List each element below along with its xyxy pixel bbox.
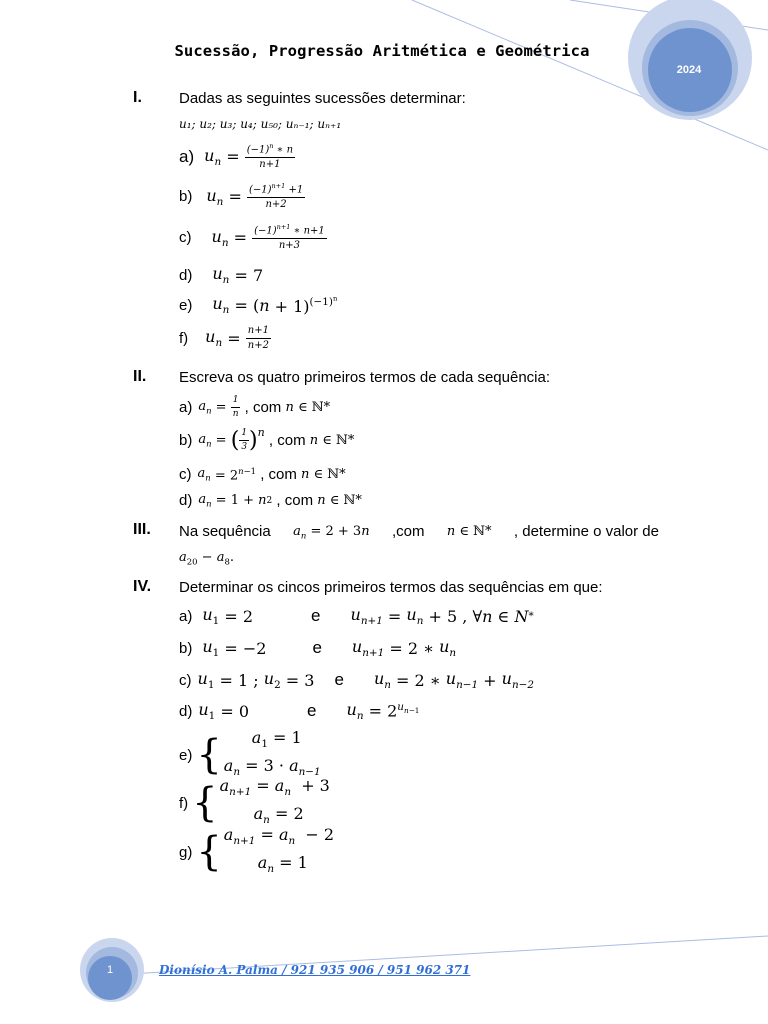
section-numeral-4: IV. [133,578,152,595]
item-label: c) [179,671,192,689]
section-2-statement: Escreva os quatro primeiros termos de cada sequência: [179,369,551,386]
item-label: g) [179,843,193,861]
item-label: a) [179,607,193,625]
section-numeral-2: II. [133,368,147,385]
item-2d: d) $a_n$ = 1 + n 2 , com n ∈ ℕ* [179,492,362,509]
section-3-statement: Na sequência $a_n = 2 + 3n$ ,com n ∈ ℕ* , determine o valor de [179,522,659,541]
year-badge: 2024 [676,64,702,76]
item-1b: b) $u_n$ = $\frac{(-1)^{n+1} +1}{n+2}$ [179,182,304,211]
item-label: b) [179,188,193,206]
item-4b: b) $u_1$ = −2 e $u_{n+1}$ = 2 ∗ $u_n$ [179,637,457,660]
item-4g: g) { $a_{n+1} = a_n - 2$ $a_n = 1$ [179,825,335,876]
item-label: d) [179,702,193,720]
item-1a: a) $u_n$ = $\frac{(-1)^n ∗ n}{n+1}$ [179,142,294,171]
section-4-statement: Determinar os cincos primeiros termos das sequências em que: [179,579,603,596]
item-label: a) [179,399,193,416]
section-3-expression: $a_{20} - a_8$. [179,550,234,567]
item-label: f) [179,794,189,812]
item-label: e) [179,746,193,764]
section-numeral-3: III. [133,521,151,538]
terms-list: u₁; u₂; u₃; u₄; u₅₀; uₙ₋₁; uₙ₊₁ [179,117,342,131]
item-label: c) [179,466,192,484]
item-1d: d) $u_n$ = 7 [179,264,264,287]
footer-author: Dionísio A. Palma / 921 935 906 / 951 962 371 [159,963,471,977]
item-label: b) [179,639,193,657]
item-label: e) [179,296,193,314]
item-label: b) [179,432,193,449]
section-1-statement: Dadas as seguintes sucessões determinar: [179,90,466,107]
item-2c: c) $a_n$ = $2^{n-1}$ , com n ∈ ℕ* [179,466,346,484]
item-label: f) [179,330,189,347]
item-label: c) [179,229,192,247]
page-number: 1 [106,964,114,976]
item-4f: f) { $a_{n+1} = a_n + 3$ $a_n = 2$ [179,776,330,827]
page-title: Sucessão, Progressão Aritmética e Geométrica [174,42,590,60]
section-numeral-1: I. [133,89,142,106]
item-4d: d) $u_1$ = 0 e $u_n$ = $2^{u_{n-1}}$ [179,700,420,723]
item-2b: b) $a_n$ = ( $\frac{1}{3}$ ) $^n$ , com n ∈ ℕ* [179,426,355,453]
item-label: a) [179,146,195,166]
item-4a: a) $u_1$ = 2 e $u_{n+1}$ = $u_n$ + 5 , ∀ n ∈ N * [179,605,534,628]
item-2a: a) $a_n$ = $\frac{1}{n}$ , com n ∈ ℕ* [179,395,331,419]
item-label: d) [179,492,193,509]
item-1f: f) $u_n$ = $\frac{n+1}{n+2}$ [179,325,269,351]
item-1c: c) $u_n$ = $\frac{(-1)^{n+1} ∗ n+1}{n+3}$ [179,223,325,252]
item-4c: c) $u_1$ = 1 ; $u_2$ = 3 e $u_n$ = 2 ∗ $u_{n-1}$ + $u_{n-2}$ [179,669,534,692]
item-4e: e) { $a_1 = 1$ $a_n = 3 \cdot a_{n-1}$ [179,728,321,779]
item-label: d) [179,266,193,284]
item-1e: e) $u_n$ = ( n + 1)$^{(-1)^n}$ [179,294,338,317]
